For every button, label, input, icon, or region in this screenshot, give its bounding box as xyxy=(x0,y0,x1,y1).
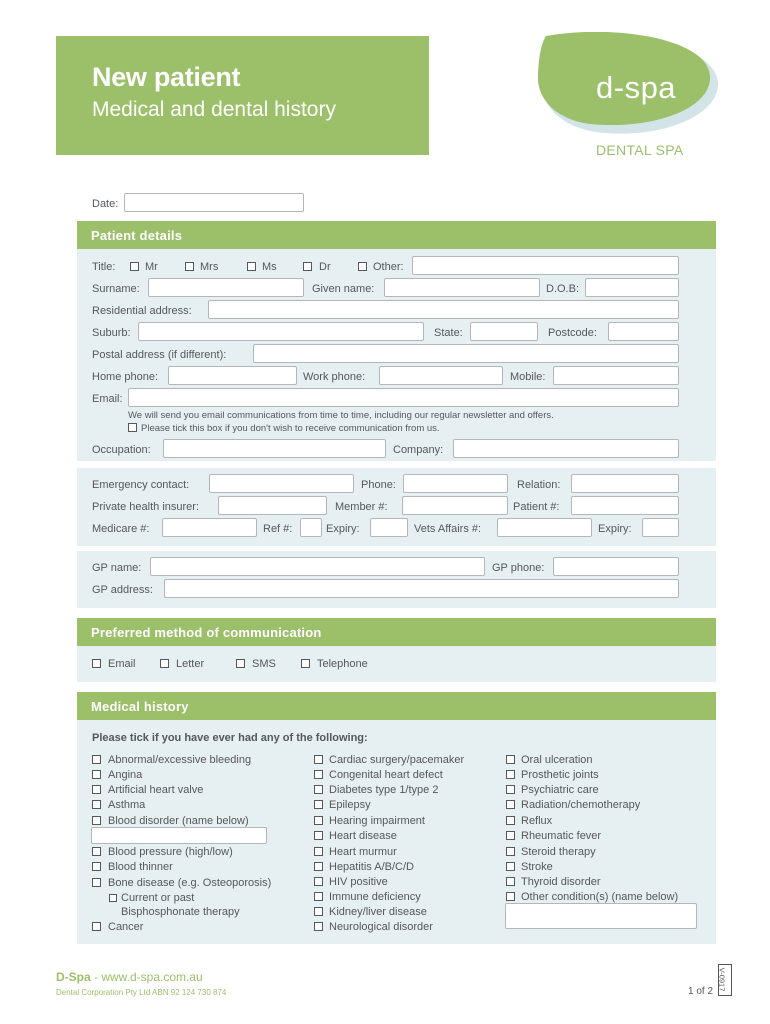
home-phone-field[interactable] xyxy=(168,366,297,385)
med-checkbox[interactable] xyxy=(506,847,515,856)
expiry-label-2: Expiry: xyxy=(598,523,632,535)
med-checkbox[interactable] xyxy=(314,770,323,779)
patient-details-panel xyxy=(77,249,716,461)
med-item-label: Diabetes type 1/type 2 xyxy=(329,784,439,796)
footer-brand-name: D-Spa xyxy=(56,970,91,984)
title-mrs-label: Mrs xyxy=(200,261,219,273)
version-code: V-0917 xyxy=(717,967,727,992)
surname-field[interactable] xyxy=(148,278,304,297)
member-label: Member #: xyxy=(335,501,388,513)
ref-field[interactable] xyxy=(300,518,322,537)
gp-address-field[interactable] xyxy=(164,579,679,598)
med-checkbox[interactable] xyxy=(92,862,101,871)
form-subtitle: Medical and dental history xyxy=(92,98,336,121)
patient-details-heading: Patient details xyxy=(91,228,183,243)
logo-tagline: DENTAL SPA xyxy=(596,142,684,158)
email-note: We will send you email communications from time to time, including our regular newsletter and offers. xyxy=(128,410,554,421)
postcode-field[interactable] xyxy=(608,322,679,341)
communication-panel xyxy=(77,646,716,682)
med-item-label: Psychiatric care xyxy=(521,784,599,796)
gp-address-label: GP address: xyxy=(92,584,153,596)
expiry-field-1[interactable] xyxy=(370,518,408,537)
comm-sms-checkbox[interactable] xyxy=(236,659,245,668)
email-field[interactable] xyxy=(128,388,679,407)
emergency-panel xyxy=(77,468,716,546)
gp-name-field[interactable] xyxy=(150,557,485,576)
patient-number-field[interactable] xyxy=(571,496,679,515)
title-dr-checkbox[interactable] xyxy=(303,262,312,271)
vets-affairs-label: Vets Affairs #: xyxy=(414,523,482,535)
med-item-label: Neurological disorder xyxy=(329,921,433,933)
med-checkbox[interactable] xyxy=(314,800,323,809)
med-checkbox[interactable] xyxy=(92,800,101,809)
med-item-label: Oral ulceration xyxy=(521,754,593,766)
med-checkbox[interactable] xyxy=(92,770,101,779)
work-phone-label: Work phone: xyxy=(303,371,366,383)
suburb-label: Suburb: xyxy=(92,327,131,339)
med-item-label: Current or past xyxy=(121,892,195,904)
postal-label: Postal address (if different): xyxy=(92,349,227,361)
medical-history-bar xyxy=(77,692,716,720)
vets-affairs-field[interactable] xyxy=(497,518,592,537)
comm-email-checkbox[interactable] xyxy=(92,659,101,668)
title-dr-label: Dr xyxy=(319,261,331,273)
med-checkbox[interactable] xyxy=(314,877,323,886)
med-checkbox[interactable] xyxy=(506,816,515,825)
suburb-field[interactable] xyxy=(138,322,424,341)
footer-url: - www.d-spa.com.au xyxy=(90,970,203,984)
emergency-contact-field[interactable] xyxy=(209,474,354,493)
gp-name-label: GP name: xyxy=(92,562,142,574)
other-condition-field[interactable] xyxy=(505,903,697,929)
residential-field[interactable] xyxy=(208,300,679,319)
med-checkbox[interactable] xyxy=(314,785,323,794)
med-checkbox[interactable] xyxy=(314,907,323,916)
title-mrs-checkbox[interactable] xyxy=(185,262,194,271)
occupation-label: Occupation: xyxy=(92,444,151,456)
given-name-field[interactable] xyxy=(384,278,540,297)
insurer-label: Private health insurer: xyxy=(92,501,199,513)
med-item-label: Heart disease xyxy=(329,830,397,842)
title-label: Title: xyxy=(92,261,116,273)
relation-label: Relation: xyxy=(517,479,561,491)
medicare-label: Medicare #: xyxy=(92,523,150,535)
med-checkbox[interactable] xyxy=(314,922,323,931)
med-item-label: Congenital heart defect xyxy=(329,769,443,781)
given-name-label: Given name: xyxy=(312,283,375,295)
communication-heading: Preferred method of communication xyxy=(91,625,322,640)
medical-prompt: Please tick if you have ever had any of the following: xyxy=(92,732,368,744)
patient-details-bar xyxy=(77,221,716,249)
logo-wordmark: d-spa xyxy=(596,70,677,105)
residential-label: Residential address: xyxy=(92,305,192,317)
med-checkbox[interactable] xyxy=(314,847,323,856)
comm-letter-checkbox[interactable] xyxy=(160,659,169,668)
med-checkbox[interactable] xyxy=(506,892,515,901)
home-phone-label: Home phone: xyxy=(92,371,159,383)
blood-disorder-field[interactable] xyxy=(91,827,267,844)
email-label: Email: xyxy=(92,393,123,405)
med-checkbox[interactable] xyxy=(92,816,101,825)
med-checkbox[interactable] xyxy=(92,878,101,887)
med-checkbox[interactable] xyxy=(109,894,117,902)
comm-sms-label: SMS xyxy=(252,658,276,670)
postal-field[interactable] xyxy=(253,344,679,363)
med-item-label: Reflux xyxy=(521,815,553,827)
med-item-label: HIV positive xyxy=(329,876,388,888)
title-mr-label: Mr xyxy=(145,261,158,273)
emergency-phone-field[interactable] xyxy=(403,474,508,493)
comm-letter-label: Letter xyxy=(176,658,205,670)
company-field[interactable] xyxy=(453,439,679,458)
emergency-phone-label: Phone: xyxy=(361,479,396,491)
title-ms-checkbox[interactable] xyxy=(247,262,256,271)
state-label: State: xyxy=(434,327,463,339)
dspa-logo xyxy=(538,32,723,162)
med-checkbox[interactable] xyxy=(506,877,515,886)
med-item-label: Hepatitis A/B/C/D xyxy=(329,861,414,873)
med-checkbox[interactable] xyxy=(506,755,515,764)
footer-corporation: Dental Corporation Pty Ltd ABN 92 124 730 874 xyxy=(56,988,227,997)
med-item-label: Artificial heart valve xyxy=(108,784,204,796)
med-item-label: Cardiac surgery/pacemaker xyxy=(329,754,465,766)
version-box xyxy=(718,964,732,996)
medical-history-panel xyxy=(77,720,716,944)
state-field[interactable] xyxy=(470,322,538,341)
title-other-checkbox[interactable] xyxy=(358,262,367,271)
med-item-label: Asthma xyxy=(108,799,146,811)
header-banner xyxy=(56,36,429,155)
mobile-label: Mobile: xyxy=(510,371,546,383)
ref-label: Ref #: xyxy=(263,523,293,535)
comm-telephone-checkbox[interactable] xyxy=(301,659,310,668)
med-item-label: Heart murmur xyxy=(329,846,397,858)
med-checkbox[interactable] xyxy=(506,770,515,779)
form-title: New patient xyxy=(92,62,241,92)
surname-label: Surname: xyxy=(92,283,140,295)
dob-label: D.O.B: xyxy=(546,283,580,295)
med-item-label: Epilepsy xyxy=(329,799,371,811)
postcode-label: Postcode: xyxy=(548,327,597,339)
med-item-label: Hearing impairment xyxy=(329,815,425,827)
patient-number-label: Patient #: xyxy=(513,501,560,513)
med-item-label: Blood pressure (high/low) xyxy=(108,846,233,858)
med-item-label: Rheumatic fever xyxy=(521,830,602,842)
page-number: 1 of 2 xyxy=(688,986,714,997)
medicare-field[interactable] xyxy=(162,518,257,537)
gp-phone-field[interactable] xyxy=(553,557,679,576)
medical-history-heading: Medical history xyxy=(91,699,189,714)
med-checkbox[interactable] xyxy=(92,785,101,794)
med-checkbox[interactable] xyxy=(92,755,101,764)
comm-email-label: Email xyxy=(108,658,136,670)
member-field[interactable] xyxy=(402,496,508,515)
date-label: Date: xyxy=(92,198,119,210)
med-item-label: Radiation/chemotherapy xyxy=(521,799,641,811)
gp-panel xyxy=(77,551,716,608)
med-item-label: Steroid therapy xyxy=(521,846,596,858)
med-checkbox[interactable] xyxy=(314,755,323,764)
med-item-label: Angina xyxy=(108,769,143,781)
med-item-label: Other condition(s) (name below) xyxy=(521,891,679,903)
emergency-contact-label: Emergency contact: xyxy=(92,479,190,491)
med-item-label: Thyroid disorder xyxy=(521,876,601,888)
med-item-label: Bone disease (e.g. Osteoporosis) xyxy=(108,877,272,889)
med-item-label: Bisphosphonate therapy xyxy=(121,906,240,918)
email-optout-label: Please tick this box if you don't wish to receive communication from us. xyxy=(141,423,440,434)
med-checkbox[interactable] xyxy=(506,862,515,871)
communication-bar xyxy=(77,618,716,646)
med-checkbox[interactable] xyxy=(92,922,101,931)
med-checkbox[interactable] xyxy=(314,862,323,871)
work-phone-field[interactable] xyxy=(379,366,503,385)
med-item-label: Cancer xyxy=(108,921,144,933)
med-checkbox[interactable] xyxy=(314,816,323,825)
med-checkbox[interactable] xyxy=(506,800,515,809)
expiry-field-2[interactable] xyxy=(642,518,679,537)
mobile-field[interactable] xyxy=(553,366,679,385)
med-item-label: Blood disorder (name below) xyxy=(108,815,249,827)
title-mr-checkbox[interactable] xyxy=(130,262,139,271)
med-checkbox[interactable] xyxy=(314,831,323,840)
gp-phone-label: GP phone: xyxy=(492,562,545,574)
med-checkbox[interactable] xyxy=(506,831,515,840)
med-item-label: Abnormal/excessive bleeding xyxy=(108,754,252,766)
med-item-label: Kidney/liver disease xyxy=(329,906,427,918)
med-checkbox[interactable] xyxy=(314,892,323,901)
relation-field[interactable] xyxy=(571,474,679,493)
company-label: Company: xyxy=(393,444,444,456)
email-optout-checkbox[interactable] xyxy=(128,423,137,432)
med-item-label: Prosthetic joints xyxy=(521,769,599,781)
comm-telephone-label: Telephone xyxy=(317,658,368,670)
dob-field[interactable] xyxy=(585,278,679,297)
title-other-label: Other: xyxy=(373,261,404,273)
med-checkbox[interactable] xyxy=(506,785,515,794)
footer-brand xyxy=(56,970,203,984)
med-item-label: Immune deficiency xyxy=(329,891,421,903)
med-item-label: Blood thinner xyxy=(108,861,173,873)
date-field[interactable] xyxy=(124,193,304,212)
insurer-field[interactable] xyxy=(218,496,327,515)
title-ms-label: Ms xyxy=(262,261,277,273)
med-item-label: Stroke xyxy=(521,861,553,873)
title-other-field[interactable] xyxy=(412,256,679,275)
expiry-label-1: Expiry: xyxy=(326,523,360,535)
med-checkbox[interactable] xyxy=(92,847,101,856)
occupation-field[interactable] xyxy=(163,439,386,458)
